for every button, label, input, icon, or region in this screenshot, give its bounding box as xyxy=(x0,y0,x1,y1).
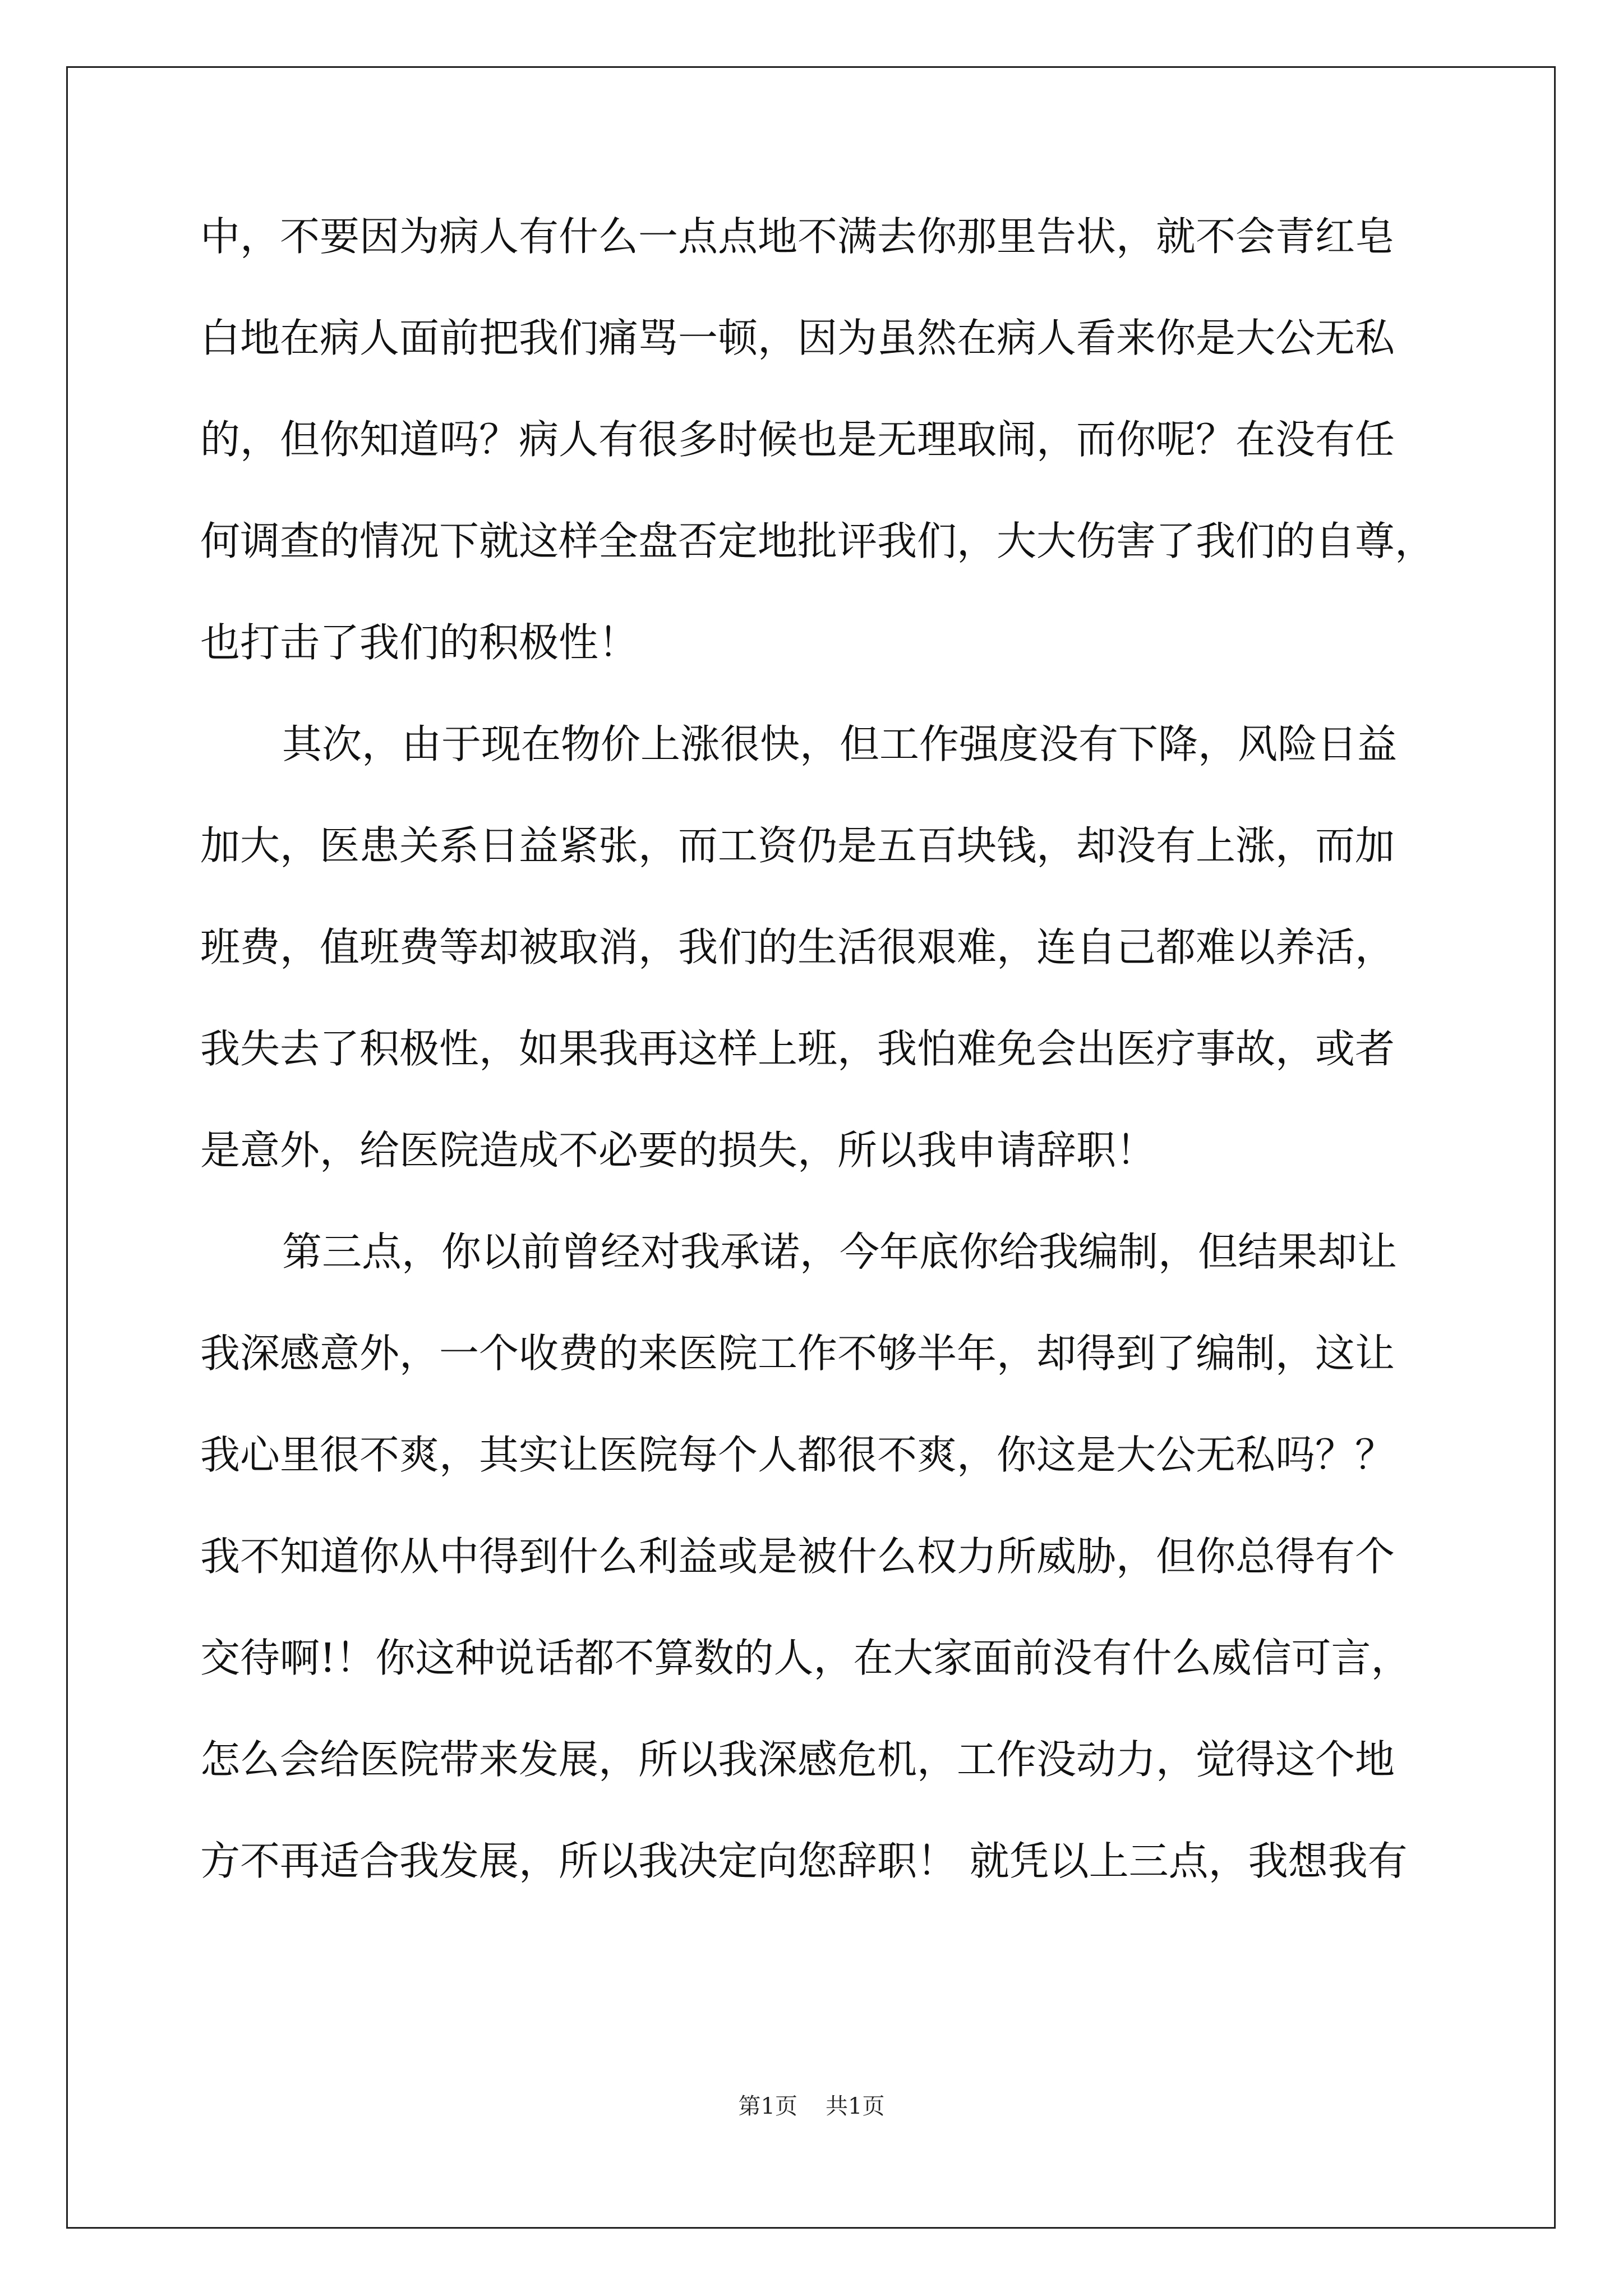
text-line: 中，不要因为病人有什么一点点地不满去你那里告状，就不会青红皂 xyxy=(200,213,1395,260)
text-line: 交待啊!！你这种说话都不算数的人，在大家面前没有什么威信可言， xyxy=(200,1635,1411,1681)
text-line: 怎么会给医院带来发展，所以我深感危机，工作没动力，觉得这个地 xyxy=(200,1736,1395,1783)
text-line: 何调查的情况下就这样全盘否定地批评我们，大大伤害了我们的自尊， xyxy=(200,518,1435,564)
text-line: 班费，值班费等却被取消，我们的生活很艰难，连自己都难以养活， xyxy=(200,924,1395,970)
text-line: 是意外，给医院造成不必要的损失，所以我申请辞职！ xyxy=(200,1127,1156,1174)
text-line: 也打击了我们的积极性！ xyxy=(200,619,639,666)
page-number: 第1页 xyxy=(738,2093,797,2119)
text-line: 我失去了积极性，如果我再这样上班，我怕难免会出医疗事故，或者 xyxy=(200,1025,1395,1072)
text-line: 我心里很不爽，其实让医院每个人都很不爽，你这是大公无私吗？？ xyxy=(200,1432,1395,1478)
paragraph-start-line: 其次，由于现在物价上涨很快，但工作强度没有下降，风险日益 xyxy=(282,721,1398,767)
text-line: 的，但你知道吗？病人有很多时候也是无理取闹，而你呢？在没有任 xyxy=(200,416,1395,463)
paragraph-start-line: 第三点，你以前曾经对我承诺，今年底你给我编制，但结果却让 xyxy=(282,1228,1398,1275)
text-line: 我不知道你从中得到什么利益或是被什么权力所威胁，但你总得有个 xyxy=(200,1533,1395,1580)
text-line: 我深感意外，一个收费的来医院工作不够半年，却得到了编制，这让 xyxy=(200,1330,1395,1377)
text-line: 加大，医患关系日益紧张，而工资仍是五百块钱，却没有上涨，而加 xyxy=(200,822,1395,869)
page-total: 共1页 xyxy=(826,2093,885,2119)
text-line: 白地在病人面前把我们痛骂一顿，因为虽然在病人看来你是大公无私 xyxy=(200,315,1395,361)
text-line: 方不再适合我发展，所以我决定向您辞职！ 就凭以上三点，我想我有 xyxy=(200,1838,1408,1884)
page-footer xyxy=(0,2090,1623,2123)
